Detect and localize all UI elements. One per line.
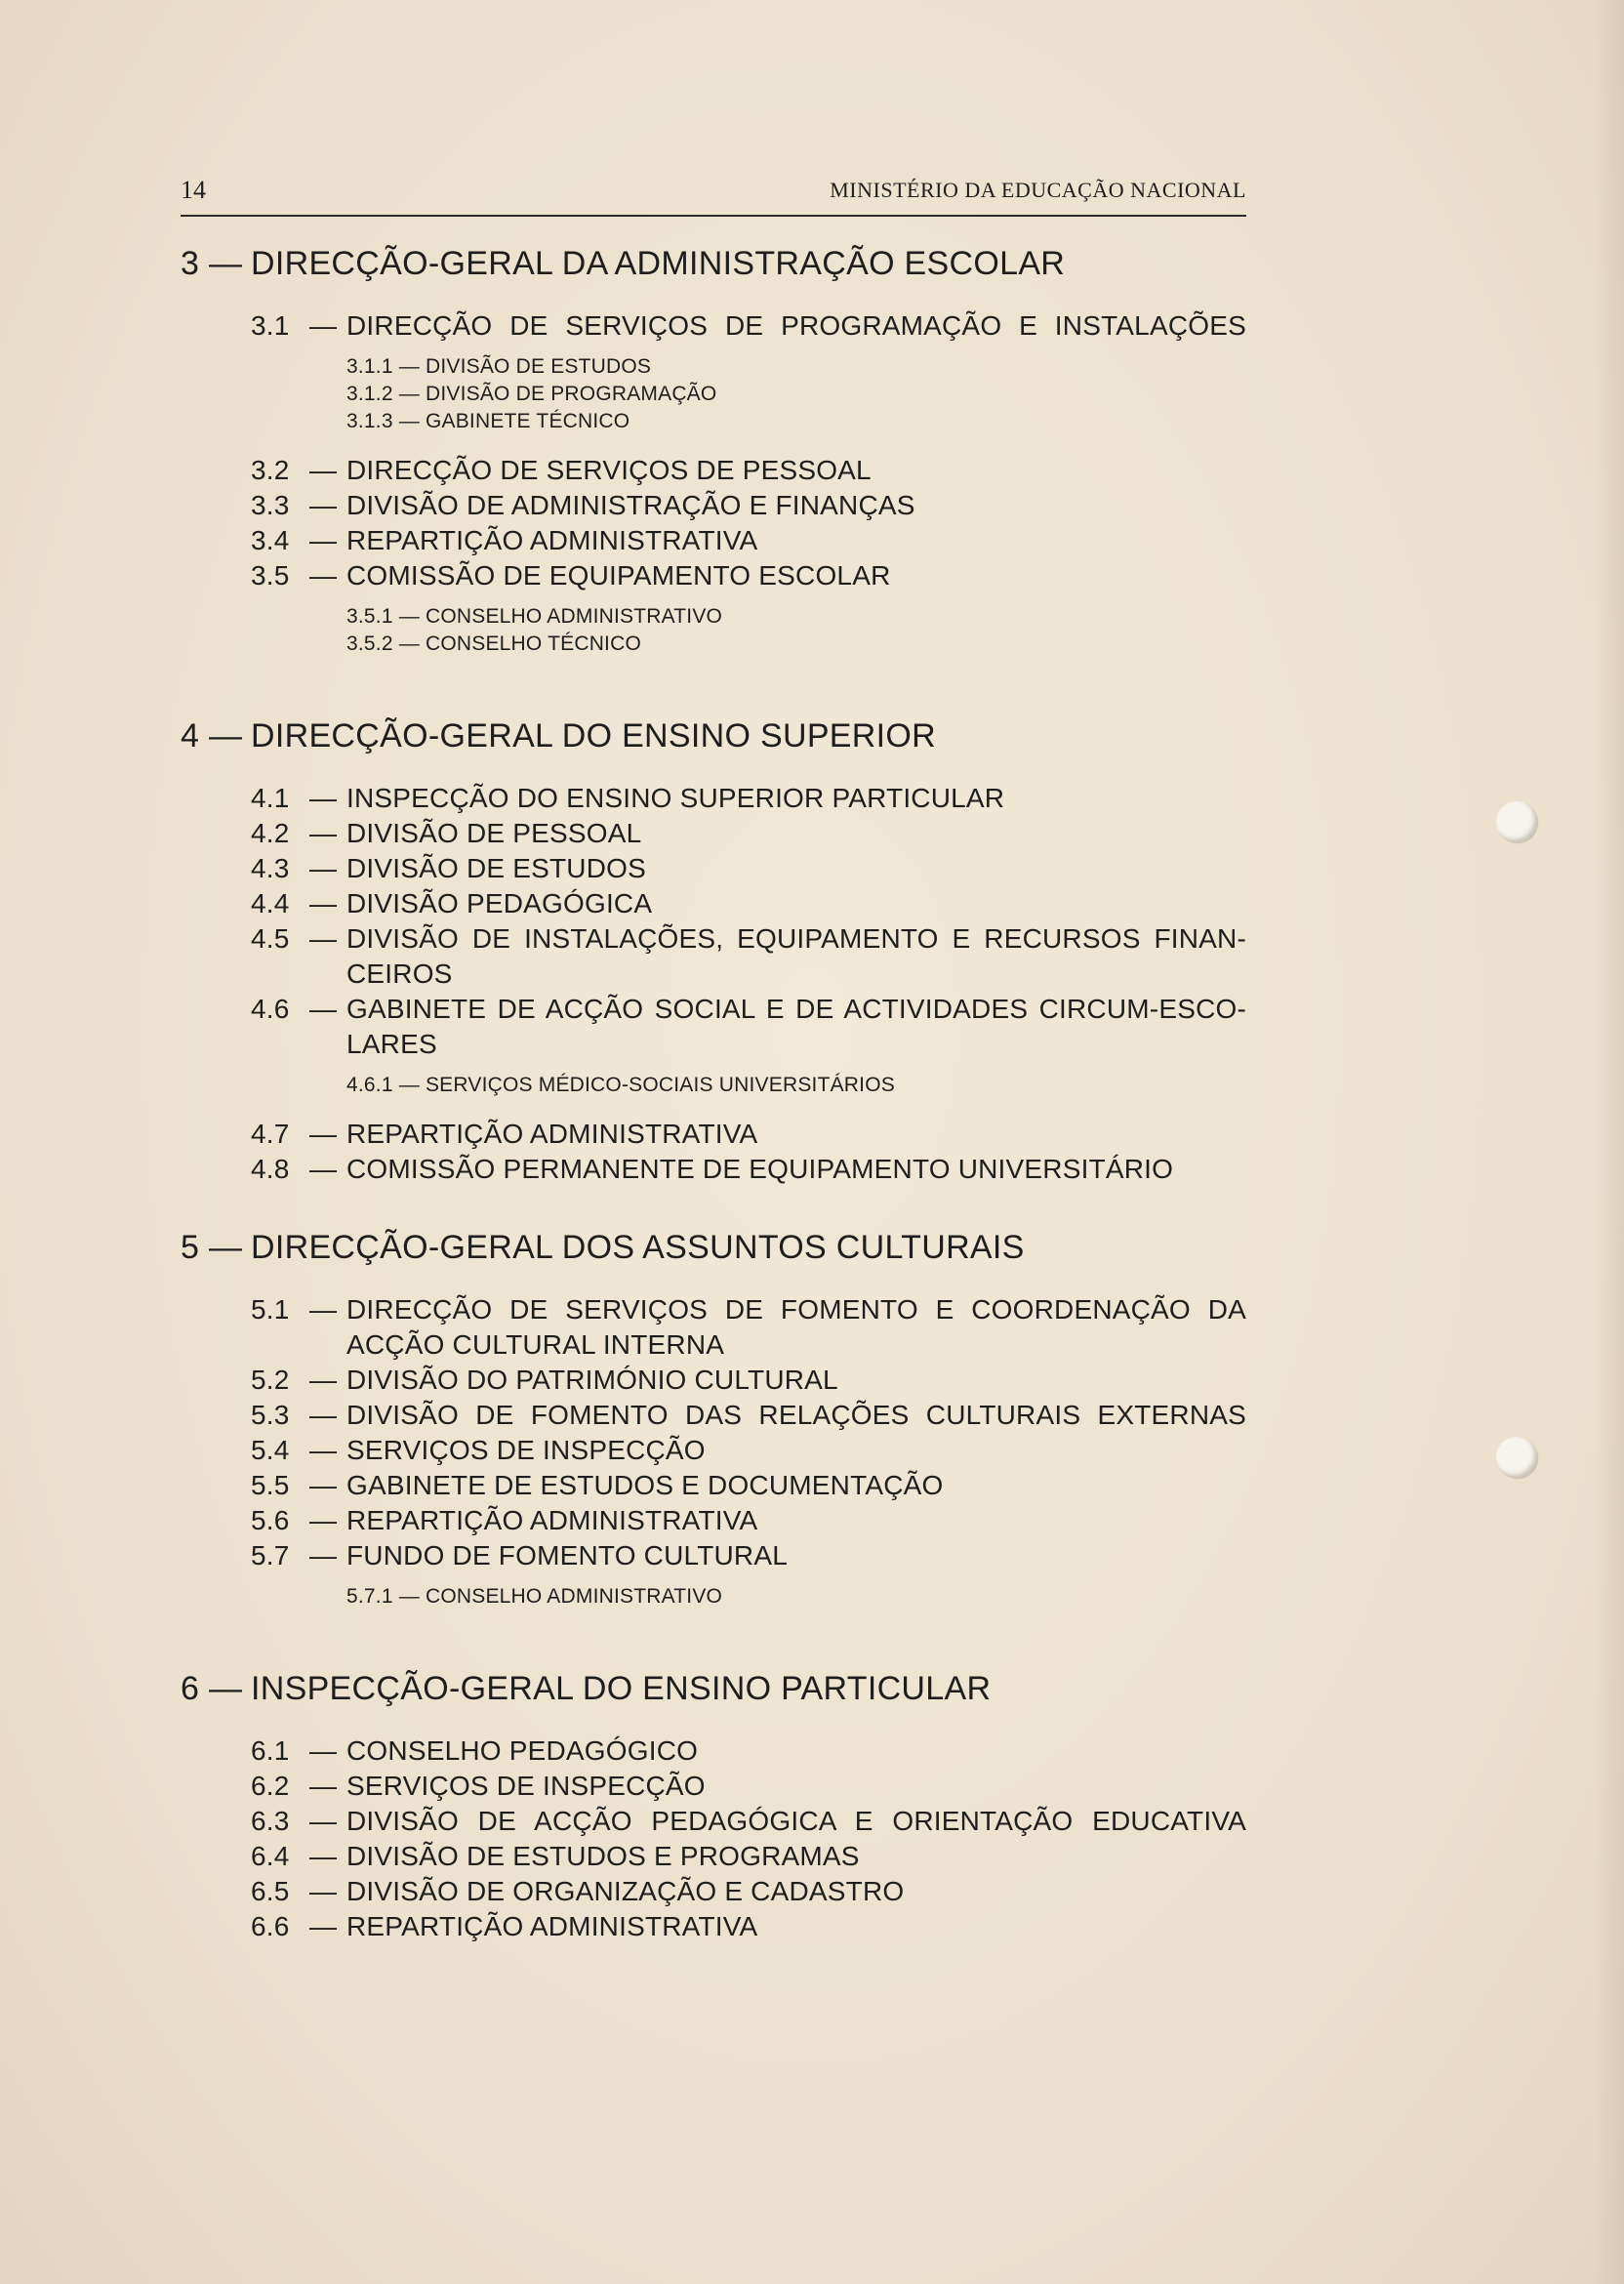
item-text: DIVISÃO PEDAGÓGICA: [346, 888, 653, 918]
list-item: [251, 1733, 1246, 1769]
section: [181, 1667, 1246, 1944]
section-number: 6 —: [181, 1670, 243, 1707]
item-number: 4.2: [251, 818, 290, 848]
item-text: DIVISÃO DE ESTUDOS: [346, 853, 646, 883]
item-text-wrapped: [346, 921, 1246, 992]
item-text: DIRECÇÃO DE SERVIÇOS DE PESSOAL: [346, 455, 872, 485]
section-number: 4 —: [181, 717, 243, 755]
item-number: 3.3: [251, 490, 290, 520]
item-number: 3.1: [251, 310, 290, 341]
item-number: 4.8: [251, 1154, 290, 1184]
item-dash: —: [309, 818, 338, 848]
list-item: [251, 1804, 1246, 1839]
list-item: [251, 523, 1246, 558]
sub-item: 3.1.2 — DIVISÃO DE PROGRAMAÇÃO: [346, 383, 717, 405]
sub-item: 3.1.1 — DIVISÃO DE ESTUDOS: [346, 355, 652, 378]
section-title-text: DIRECÇÃO-GERAL DO ENSINO SUPERIOR: [251, 717, 936, 755]
list-item: [251, 1503, 1246, 1538]
list-item: [251, 1363, 1246, 1398]
item-text-continuation: LARES: [346, 1029, 437, 1059]
sub-item: 4.6.1 — SERVIÇOS MÉDICO-SOCIAIS UNIVERSITÁRIOS: [346, 1074, 895, 1096]
item-number: 5.7: [251, 1540, 290, 1570]
list-item: [251, 816, 1246, 851]
item-text: CONSELHO PEDAGÓGICO: [346, 1735, 699, 1766]
item-number: 5.5: [251, 1470, 290, 1500]
item-number: 4.6: [251, 994, 290, 1024]
item-dash: —: [309, 1806, 338, 1836]
item-dash: —: [309, 1735, 338, 1766]
item-number: 3.5: [251, 560, 290, 591]
item-number: 5.4: [251, 1435, 290, 1465]
item-text: DIVISÃO DE ESTUDOS E PROGRAMAS: [346, 1841, 860, 1871]
item-dash: —: [309, 1435, 338, 1465]
section-title-text: DIRECÇÃO-GERAL DA ADMINISTRAÇÃO ESCOLAR: [251, 245, 1066, 282]
item-text-wrapped: [346, 992, 1246, 1062]
section: [181, 242, 1246, 658]
list-item: [251, 1292, 1246, 1363]
item-text: COMISSÃO DE EQUIPAMENTO ESCOLAR: [346, 560, 891, 591]
item-text: DIVISÃO DE INSTALAÇÕES, EQUIPAMENTO E RECURSOS FINAN-: [346, 923, 1246, 954]
section: [181, 1226, 1246, 1611]
list-item: [251, 453, 1246, 488]
list-item: [251, 992, 1246, 1062]
list-item: [251, 886, 1246, 921]
item-text: COMISSÃO PERMANENTE DE EQUIPAMENTO UNIVERSITÁRIO: [346, 1154, 1174, 1184]
item-text-continuation: CEIROS: [346, 958, 453, 989]
item-text: REPARTIÇÃO ADMINISTRATIVA: [346, 1505, 758, 1535]
list-item: [251, 1874, 1246, 1909]
item-dash: —: [309, 560, 338, 591]
item-number: 3.4: [251, 525, 290, 555]
item-dash: —: [309, 1365, 338, 1395]
item-number: 4.3: [251, 853, 290, 883]
item-dash: —: [309, 1400, 338, 1430]
item-dash: —: [309, 1470, 338, 1500]
item-dash: —: [309, 1119, 338, 1149]
item-dash: —: [309, 455, 338, 485]
list-item: [251, 1398, 1246, 1433]
item-number: 4.7: [251, 1119, 290, 1149]
section-title: [181, 714, 1246, 757]
item-text: DIVISÃO DE ADMINISTRAÇÃO E FINANÇAS: [346, 490, 915, 520]
item-text: SERVIÇOS DE INSPECÇÃO: [346, 1771, 706, 1801]
sub-item: 3.5.2 — CONSELHO TÉCNICO: [346, 632, 641, 655]
document-body: [181, 242, 1246, 1944]
item-number: 6.5: [251, 1876, 290, 1906]
page-header: [181, 176, 1246, 217]
item-text: DIVISÃO DE ACÇÃO PEDAGÓGICA E ORIENTAÇÃO EDUCATIVA: [346, 1806, 1246, 1836]
sub-list: [346, 1072, 1246, 1099]
list-item: [251, 851, 1246, 886]
item-number: 4.5: [251, 923, 290, 954]
page-number: 14: [181, 176, 206, 204]
running-head: MINISTÉRIO DA EDUCAÇÃO NACIONAL: [830, 178, 1246, 202]
item-text: DIVISÃO DE FOMENTO DAS RELAÇÕES CULTURAIS EXTERNAS: [346, 1400, 1246, 1430]
list-item: [251, 1538, 1246, 1573]
list-item: [251, 488, 1246, 523]
list-item: [251, 1839, 1246, 1874]
item-number: 5.6: [251, 1505, 290, 1535]
item-number: 6.2: [251, 1771, 290, 1801]
section-number: 3 —: [181, 245, 243, 282]
item-text: DIVISÃO DE ORGANIZAÇÃO E CADASTRO: [346, 1876, 905, 1906]
list-item: [251, 1468, 1246, 1503]
sub-item: 3.5.1 — CONSELHO ADMINISTRATIVO: [346, 605, 723, 628]
item-text: GABINETE DE ESTUDOS E DOCUMENTAÇÃO: [346, 1470, 944, 1500]
list-item: [251, 781, 1246, 816]
item-dash: —: [309, 1876, 338, 1906]
item-number: 5.3: [251, 1400, 290, 1430]
item-text: DIVISÃO DO PATRIMÓNIO CULTURAL: [346, 1365, 838, 1395]
item-dash: —: [309, 994, 338, 1024]
page-edge-shadow: [1595, 0, 1624, 2284]
item-text: INSPECÇÃO DO ENSINO SUPERIOR PARTICULAR: [346, 783, 1005, 813]
item-dash: —: [309, 490, 338, 520]
section-title: [181, 1667, 1246, 1710]
section-title: [181, 242, 1246, 285]
item-dash: —: [309, 1771, 338, 1801]
item-dash: —: [309, 525, 338, 555]
item-dash: —: [309, 1505, 338, 1535]
item-dash: —: [309, 310, 338, 341]
item-dash: —: [309, 1841, 338, 1871]
item-dash: —: [309, 1154, 338, 1184]
list-item: [251, 558, 1246, 593]
item-text: DIVISÃO DE PESSOAL: [346, 818, 642, 848]
list-item: [251, 921, 1246, 992]
list-item: [251, 308, 1246, 344]
sub-list: [346, 1583, 1246, 1611]
section-title-text: INSPECÇÃO-GERAL DO ENSINO PARTICULAR: [251, 1670, 992, 1707]
section-title-text: DIRECÇÃO-GERAL DOS ASSUNTOS CULTURAIS: [251, 1229, 1025, 1266]
item-number: 6.4: [251, 1841, 290, 1871]
item-dash: —: [309, 1294, 338, 1325]
item-text-wrapped: [346, 1292, 1246, 1363]
sub-list: [346, 603, 1246, 658]
item-text: SERVIÇOS DE INSPECÇÃO: [346, 1435, 706, 1465]
item-number: 6.6: [251, 1911, 290, 1941]
list-item: [251, 1769, 1246, 1804]
section: [181, 714, 1246, 1187]
item-text: GABINETE DE ACÇÃO SOCIAL E DE ACTIVIDADES CIRCUM-ESCO-: [346, 994, 1246, 1024]
item-dash: —: [309, 783, 338, 813]
item-number: 6.3: [251, 1806, 290, 1836]
item-number: 3.2: [251, 455, 290, 485]
item-text: FUNDO DE FOMENTO CULTURAL: [346, 1540, 788, 1570]
item-text: REPARTIÇÃO ADMINISTRATIVA: [346, 1911, 758, 1941]
item-number: 4.4: [251, 888, 290, 918]
item-number: 5.2: [251, 1365, 290, 1395]
punch-hole: [1496, 801, 1537, 842]
list-item: [251, 1152, 1246, 1187]
item-text: DIRECÇÃO DE SERVIÇOS DE FOMENTO E COORDENAÇÃO DA: [346, 1294, 1246, 1325]
item-number: 4.1: [251, 783, 290, 813]
item-text: REPARTIÇÃO ADMINISTRATIVA: [346, 1119, 758, 1149]
section-number: 5 —: [181, 1229, 243, 1266]
item-dash: —: [309, 923, 338, 954]
list-item: [251, 1433, 1246, 1468]
item-number: 6.1: [251, 1735, 290, 1766]
list-item: [251, 1909, 1246, 1944]
item-dash: —: [309, 853, 338, 883]
punch-hole: [1496, 1437, 1537, 1478]
item-dash: —: [309, 1911, 338, 1941]
item-dash: —: [309, 1540, 338, 1570]
sub-list: [346, 353, 1246, 435]
section-title: [181, 1226, 1246, 1269]
item-dash: —: [309, 888, 338, 918]
item-text: DIRECÇÃO DE SERVIÇOS DE PROGRAMAÇÃO E INSTALAÇÕES: [346, 310, 1246, 341]
sub-item: 3.1.3 — GABINETE TÉCNICO: [346, 410, 630, 432]
item-text: REPARTIÇÃO ADMINISTRATIVA: [346, 525, 758, 555]
list-item: [251, 1117, 1246, 1152]
sub-item: 5.7.1 — CONSELHO ADMINISTRATIVO: [346, 1585, 723, 1608]
item-number: 5.1: [251, 1294, 290, 1325]
item-text-continuation: ACÇÃO CULTURAL INTERNA: [346, 1329, 725, 1360]
